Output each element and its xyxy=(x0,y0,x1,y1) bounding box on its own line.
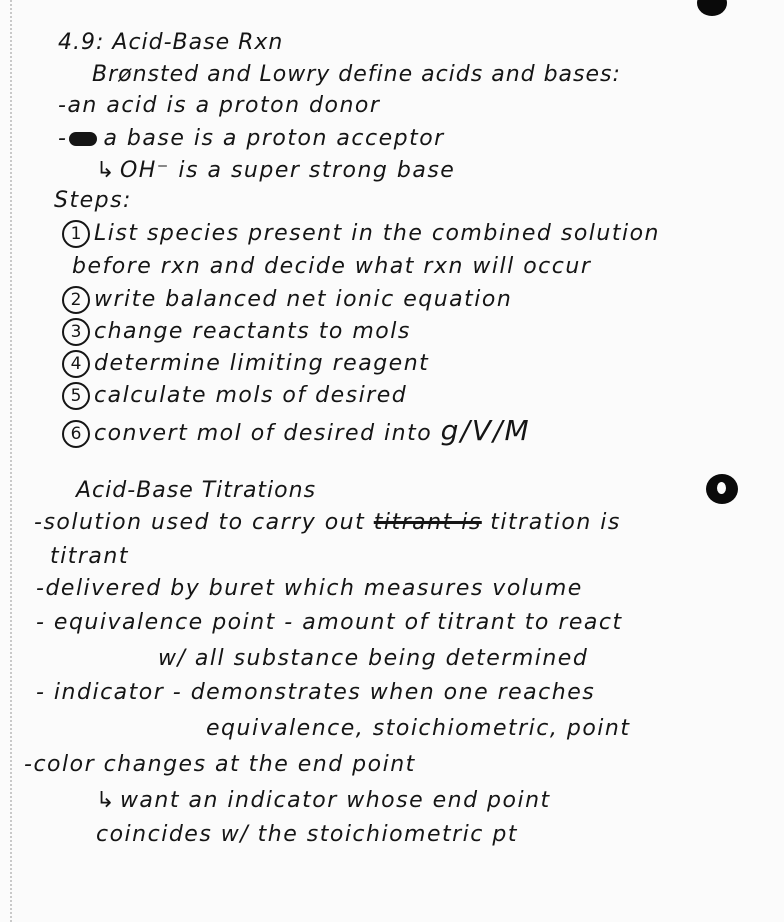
hooked-arrow-icon: ↳ xyxy=(96,788,116,813)
step-text: determine limiting reagent xyxy=(94,351,430,376)
titration-line-7: equivalence, stoichiometric, point xyxy=(206,716,631,741)
bullet-base-text: a base is a proton acceptor xyxy=(103,126,445,151)
titration-line-1 xyxy=(34,510,621,535)
step-text: calculate mols of desired xyxy=(94,383,408,408)
units-g-v-m: g/V/M xyxy=(440,414,531,447)
step-number-circle: 1 xyxy=(62,220,90,248)
step-number-circle: 6 xyxy=(62,420,90,448)
step-text: convert mol of desired into xyxy=(94,421,433,446)
titration-line-8: -color changes at the end point xyxy=(24,752,416,777)
struck-out-text: titrant is xyxy=(373,510,482,535)
binder-hole-top xyxy=(697,0,727,16)
step-number-circle: 5 xyxy=(62,382,90,410)
step-text: List species present in the combined solution xyxy=(94,221,660,246)
section-title-acid-base-rxn: 4.9: Acid-Base Rxn xyxy=(58,30,284,55)
step-4 xyxy=(62,350,429,378)
oh-note xyxy=(96,158,455,183)
steps-label: Steps: xyxy=(54,188,132,213)
titration-line-10: coincides w/ the stoichiometric pt xyxy=(96,822,518,847)
section-title-titrations: Acid-Base Titrations xyxy=(76,478,317,503)
binder-hole-middle xyxy=(706,474,738,504)
titration-line-9 xyxy=(96,788,551,813)
dash: - xyxy=(58,126,68,151)
titration-line-3: -delivered by buret which measures volume xyxy=(36,576,583,601)
step-3 xyxy=(62,318,411,346)
line-9-text: want an indicator whose end point xyxy=(119,788,551,813)
step-6 xyxy=(62,414,531,448)
hooked-arrow-icon: ↳ xyxy=(96,158,116,183)
bullet-acid-definition: -an acid is a proton donor xyxy=(58,93,381,118)
step-number-circle: 4 xyxy=(62,350,90,378)
notebook-margin-line xyxy=(10,0,12,922)
step-number-circle: 2 xyxy=(62,286,90,314)
step-5 xyxy=(62,382,407,410)
scribbled-out-mark xyxy=(69,132,97,146)
step-text: write balanced net ionic equation xyxy=(94,287,513,312)
titration-line-4: - equivalence point - amount of titrant to react xyxy=(36,610,623,635)
step-1 xyxy=(62,220,660,248)
line-1-end: titration is xyxy=(490,510,621,535)
step-text: change reactants to mols xyxy=(94,319,411,344)
bullet-base-definition xyxy=(58,126,445,151)
step-2 xyxy=(62,286,512,314)
titration-line-6: - indicator - demonstrates when one reaches xyxy=(36,680,596,705)
step-number-circle: 3 xyxy=(62,318,90,346)
line-1-start: -solution used to carry out xyxy=(34,510,366,535)
oh-note-text: OH⁻ is a super strong base xyxy=(119,158,456,183)
titration-line-5: w/ all substance being determined xyxy=(158,646,589,671)
titration-line-2: titrant xyxy=(50,544,129,569)
intro-line: Brønsted and Lowry define acids and bases: xyxy=(92,62,621,87)
step-1-continued: before rxn and decide what rxn will occur xyxy=(72,254,592,279)
